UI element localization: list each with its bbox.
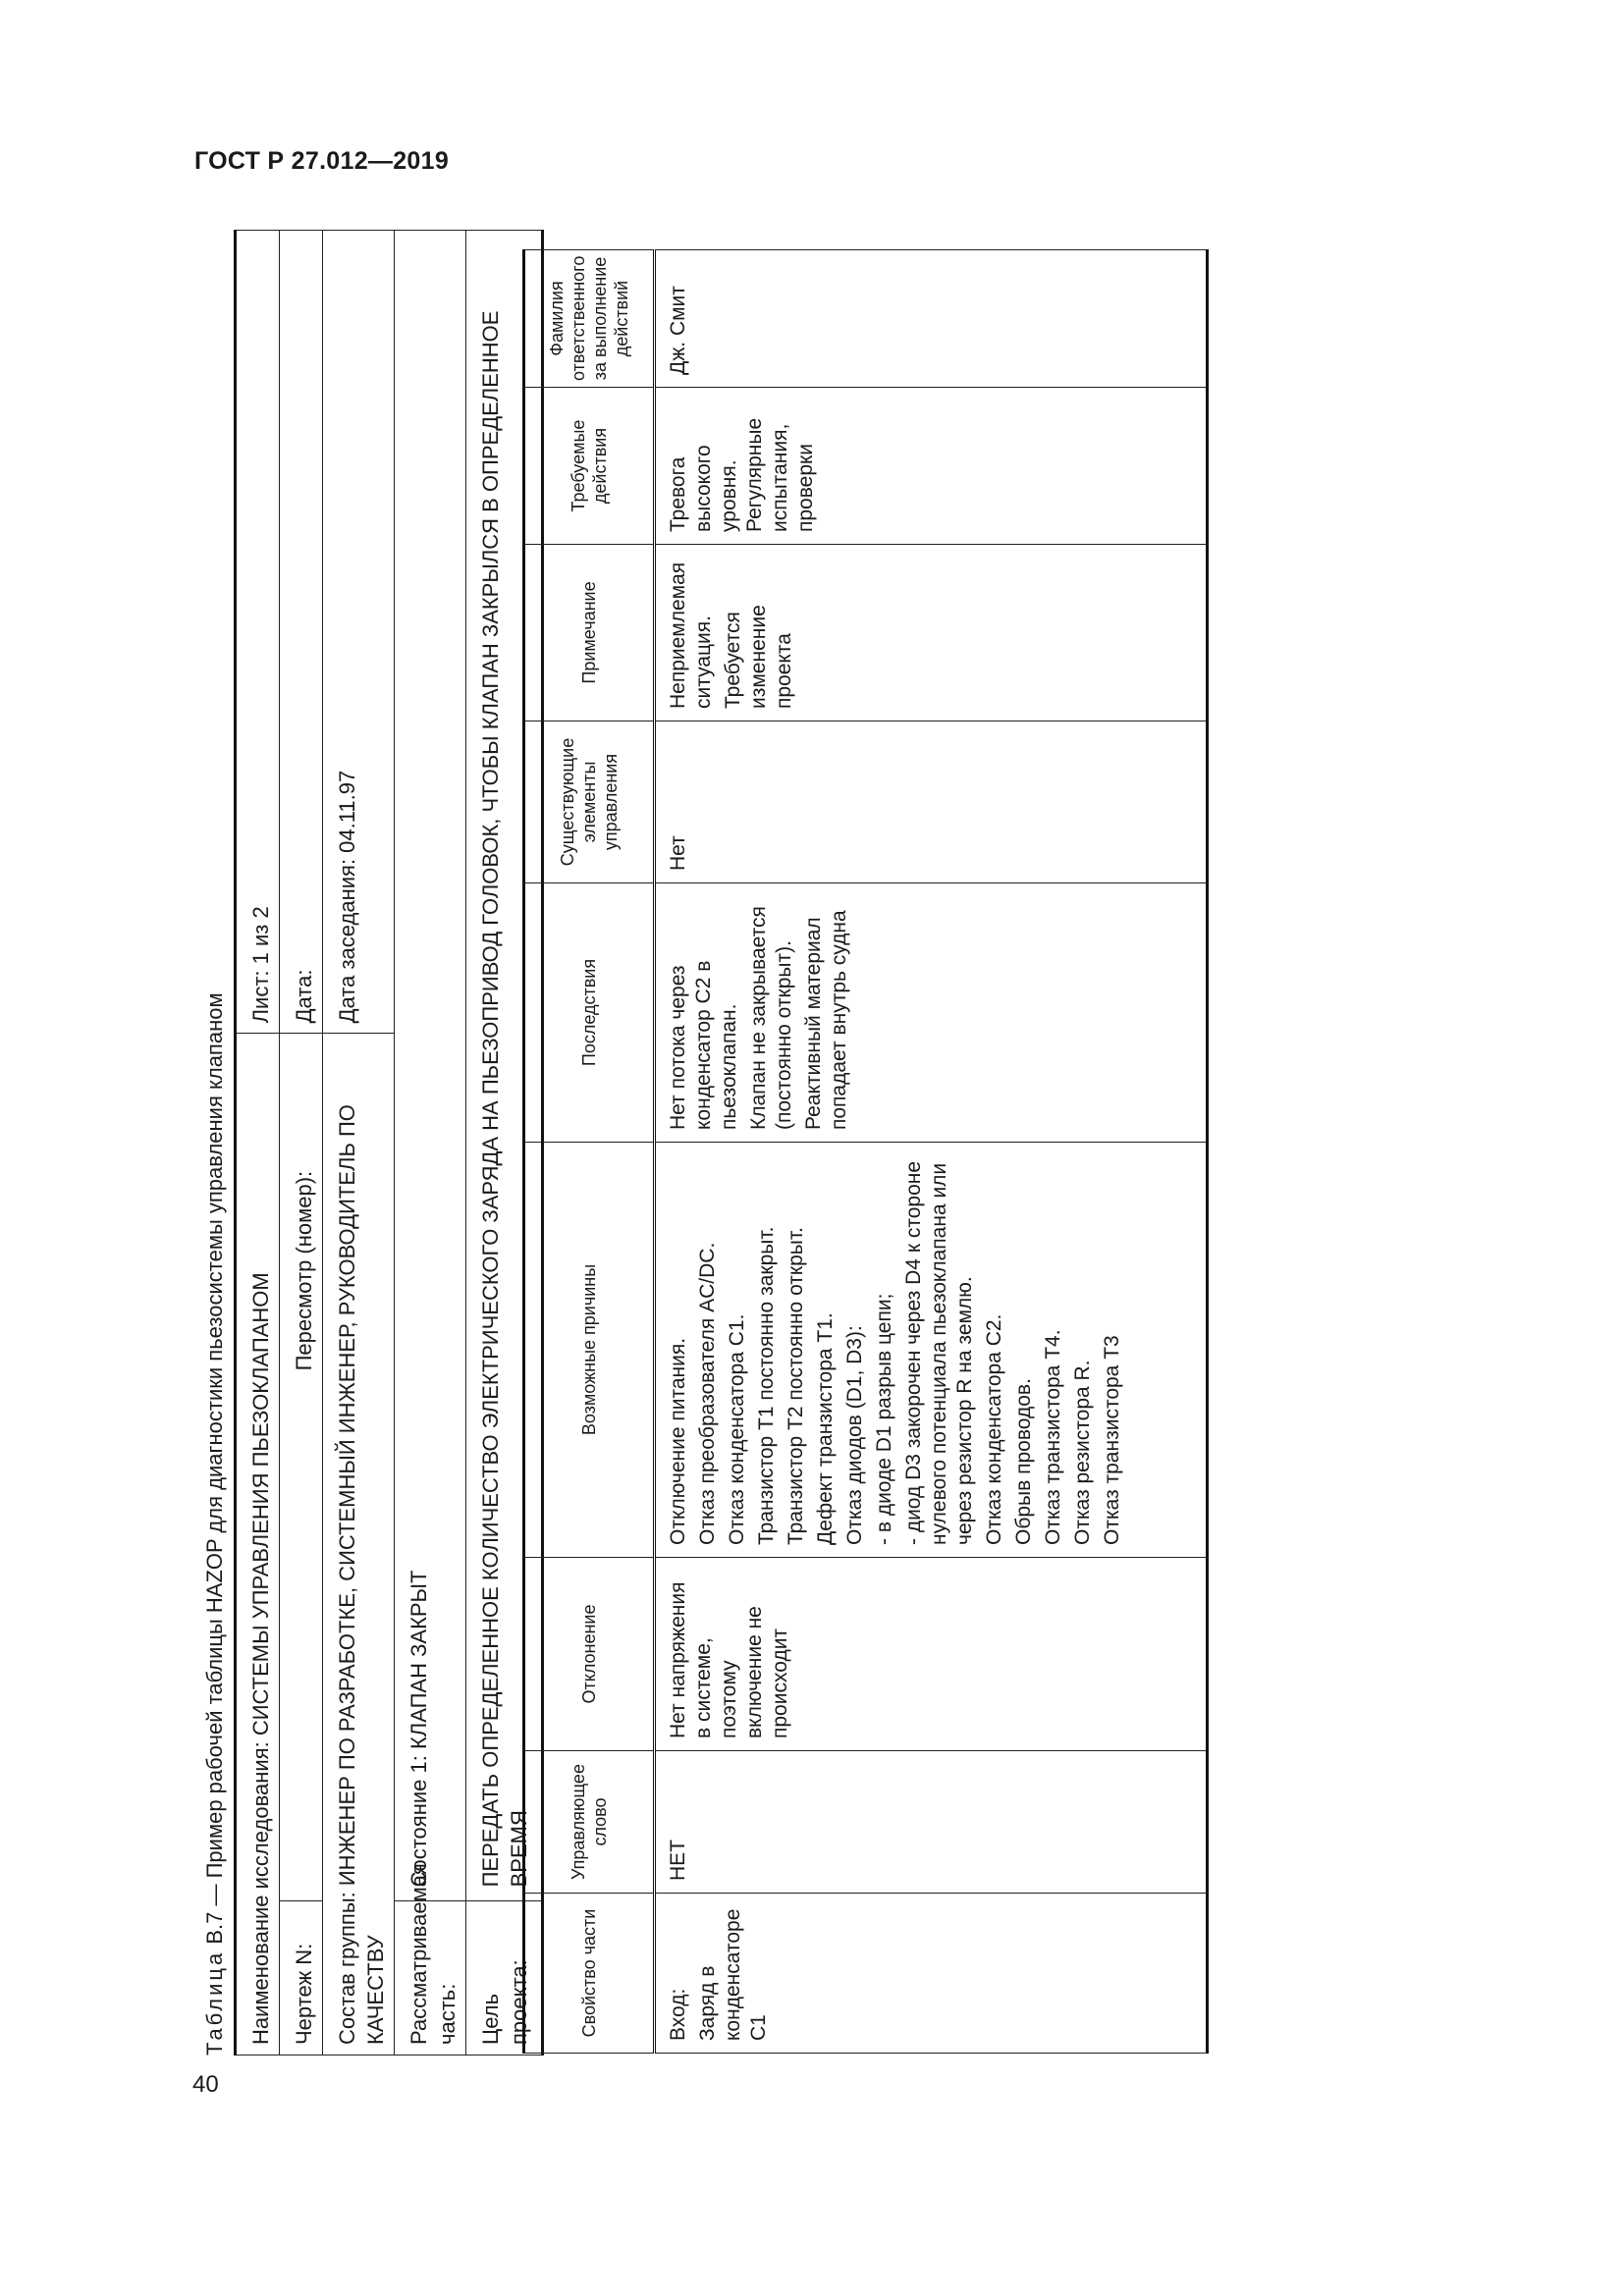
- note-line: Требуется изменение проекта: [722, 605, 795, 709]
- info-row-team: [323, 231, 395, 2056]
- cause-line: Отказ преобразователя AC/DC.: [696, 1242, 719, 1545]
- cause-line: Отказ диодов (D1, D3):: [843, 1325, 866, 1545]
- date-cell: Дата:: [280, 231, 323, 1034]
- cause-line: - диод D3 закорочен через D4 к стороне нулевого потенциала пьезоклапана или через резистор R на землю.: [902, 1160, 976, 1545]
- cause-line: - в диоде D1 разрыв цепи;: [873, 1293, 895, 1545]
- col-header-actions: Требуемые действия: [524, 388, 655, 545]
- cause-line: Отказ конденсатора C1.: [726, 1313, 748, 1545]
- notes-cell: [655, 545, 1208, 721]
- note-line: Неприемлемая ситуация.: [667, 561, 715, 709]
- table-caption: [202, 992, 228, 2056]
- guideword-cell: НЕТ: [655, 1751, 1208, 1894]
- standard-header: ГОСТ Р 27.012—2019: [194, 147, 450, 175]
- drawing-cell: Чертеж N:: [280, 1901, 323, 2056]
- cause-line: Обрыв проводов.: [1012, 1378, 1035, 1545]
- cause-line: Отключение питания.: [667, 1337, 689, 1545]
- col-header-responsible: Фамилия ответственного за выполнение действий: [524, 250, 655, 388]
- cause-line: Отказ резистора R.: [1071, 1360, 1094, 1545]
- rotated-table-area: [187, 132, 1265, 2056]
- cause-line: Транзистор T2 постоянно открыт.: [785, 1227, 807, 1545]
- responsible-cell: Дж. Смит: [655, 250, 1208, 388]
- consequence-line: Нет потока через конденсатор C2 в пьезоклапан.: [667, 960, 740, 1130]
- hazop-table: [522, 249, 1209, 2054]
- header-row: [524, 250, 655, 2054]
- property-cell: [655, 1894, 1208, 2054]
- col-header-consequences: Последствия: [524, 883, 655, 1143]
- info-row-drawing: [280, 231, 323, 2056]
- controls-cell: Нет: [655, 721, 1208, 883]
- col-header-notes: Примечание: [524, 545, 655, 721]
- col-header-property: Свойство части: [524, 1894, 655, 2054]
- col-header-deviation: Отклонение: [524, 1558, 655, 1751]
- causes-cell: [655, 1143, 1208, 1558]
- deviation-cell: Нет напряжения в системе, поэтому включение не происходит: [655, 1558, 1208, 1751]
- consequences-cell: [655, 883, 1208, 1143]
- cause-line: Отказ транзистора T4.: [1042, 1329, 1064, 1545]
- caption-text: В.7 — Пример рабочей таблицы HAZOP для диагностики пьезосистемы управления клапаном: [202, 992, 227, 1950]
- goal-value-cell: ПЕРЕДАТЬ ОПРЕДЕЛЕННОЕ КОЛИЧЕСТВО ЭЛЕКТРИЧЕСКОГО ЗАРЯДА НА ПЬЕЗОПРИВОД ГОЛОВОК, ЧТОБЫ КЛАПАН ЗАКРЫЛСЯ В ОПРЕДЕЛЕННОЕ ВРЕМЯ: [466, 231, 543, 1901]
- table-row: [655, 250, 1208, 2054]
- property-line: Заряд в конденсаторе С1: [696, 1908, 770, 2041]
- consequence-line: Клапан не закрывается (постоянно открыт).: [747, 906, 795, 1130]
- info-table: [234, 230, 544, 2056]
- cause-line: Дефект транзистора T1.: [814, 1312, 837, 1545]
- revision-cell: Пересмотр (номер):: [280, 1034, 323, 1901]
- consequence-line: Реактивный материал попадает внутрь судна: [802, 910, 850, 1130]
- cause-line: Отказ конденсатора C2.: [983, 1313, 1005, 1545]
- col-header-guideword: Управляющее слово: [524, 1751, 655, 1894]
- part-value-cell: Состояние 1: КЛАПАН ЗАКРЫТ: [395, 231, 466, 1901]
- cause-line: Отказ транзистора T3: [1101, 1335, 1123, 1545]
- page-number: 40: [192, 2071, 219, 2098]
- property-line: Вход:: [667, 1988, 689, 2041]
- actions-cell: Тревога высокого уровня. Регулярные испытания, проверки: [655, 388, 1208, 545]
- part-label-cell: Рассматриваемая часть:: [395, 1901, 466, 2056]
- sheet-cell: Лист: 1 из 2: [236, 231, 280, 1034]
- col-header-causes: Возможные причины: [524, 1143, 655, 1558]
- meeting-date-cell: Дата заседания: 04.11.97: [323, 231, 395, 1034]
- team-cell: Состав группы: ИНЖЕНЕР ПО РАЗРАБОТКЕ, СИСТЕМНЫЙ ИНЖЕНЕР, РУКОВОДИТЕЛЬ ПО КАЧЕСТВУ: [323, 1034, 395, 2056]
- caption-label: Таблица: [202, 1949, 227, 2056]
- goal-label-cell: Цель проекта:: [466, 1901, 543, 2056]
- info-row-study: [236, 231, 280, 2056]
- cause-line: Транзистор T1 постоянно закрыт.: [755, 1226, 778, 1545]
- col-header-controls: Существующие элементы управления: [524, 721, 655, 883]
- info-row-part: [395, 231, 466, 2056]
- study-name-cell: Наименование исследования: СИСТЕМЫ УПРАВЛЕНИЯ ПЬЕЗОКЛАПАНОМ: [236, 1034, 280, 2056]
